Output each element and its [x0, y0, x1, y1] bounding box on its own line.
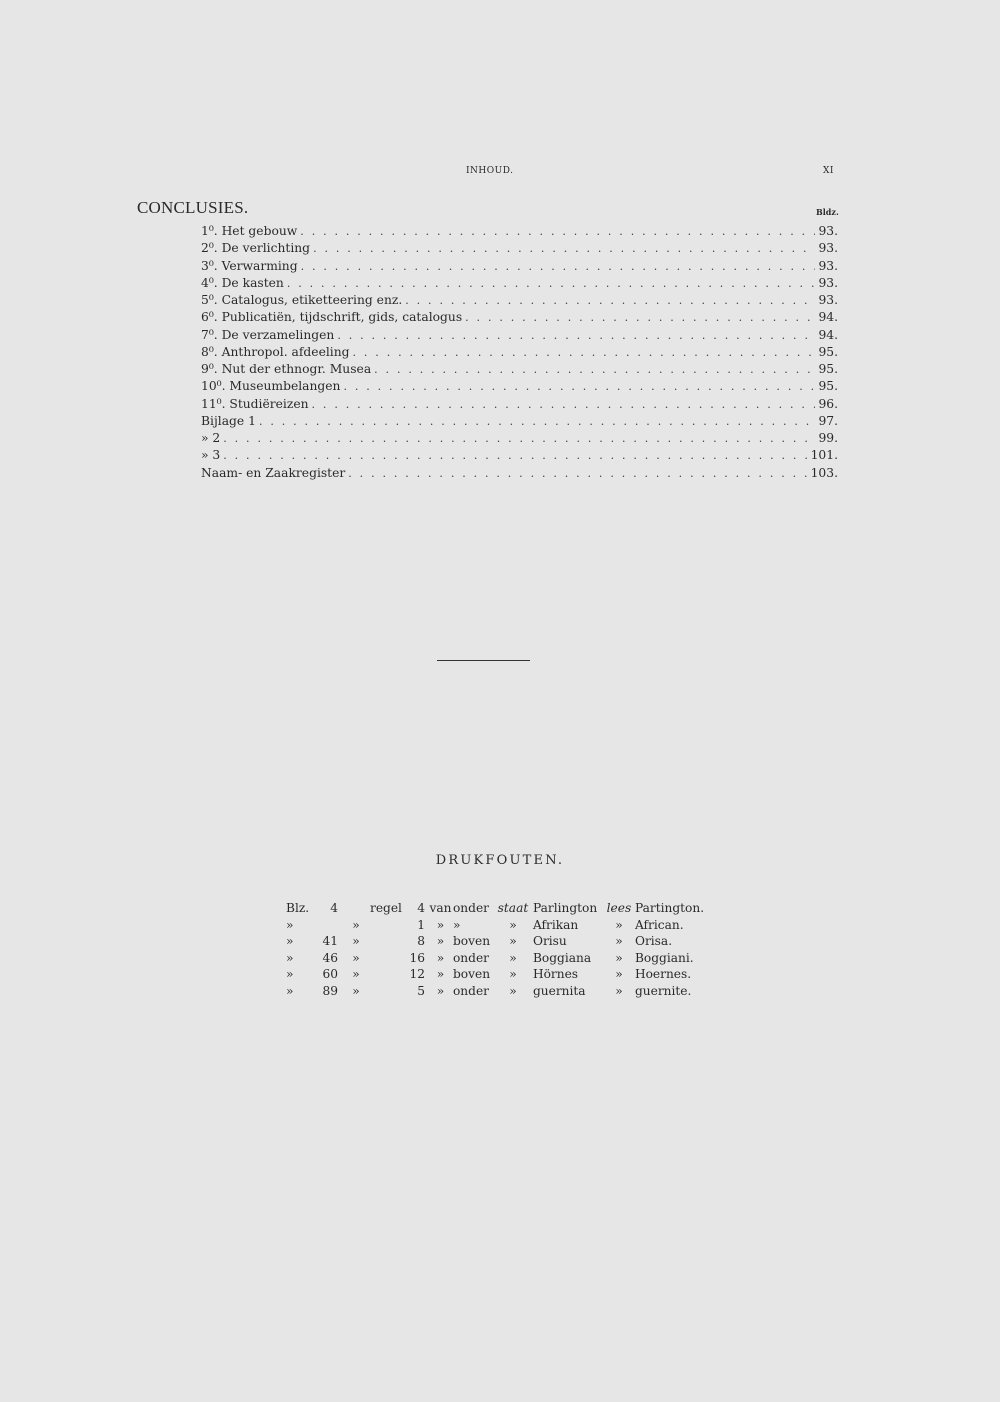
errata-position: boven: [452, 967, 491, 982]
toc-entry-label: 6⁰. Publicatiën, tijdschrift, gids, catalogus: [201, 310, 463, 325]
errata-correct-word: Partington.: [634, 901, 705, 915]
errata-regel: regel: [370, 901, 402, 915]
toc-entry-page: 93.: [818, 258, 838, 273]
toc-entry-page: 101.: [810, 448, 838, 463]
errata-blz: »: [286, 917, 294, 932]
toc-entry-label: 5⁰. Catalogus, etiketteering enz.: [201, 293, 403, 307]
errata-row: [286, 900, 704, 917]
errata-blz: »: [286, 950, 294, 965]
toc-entry-page: 95.: [818, 379, 838, 394]
errata-van: van: [429, 901, 452, 915]
dot-leader: [348, 465, 807, 482]
errata-wrong-word: Parlington: [532, 901, 598, 915]
dot-leader: [312, 396, 816, 413]
dot-leader: [465, 309, 815, 326]
errata-wrong-word: Afrikan: [532, 917, 579, 932]
toc-entry: [201, 465, 838, 482]
errata-wrong-word: guernita: [532, 983, 586, 998]
errata-ditto: »: [352, 983, 360, 998]
errata-staat: »: [509, 950, 517, 965]
errata-wrong-word: Boggiana: [532, 950, 592, 965]
dot-leader: [374, 361, 815, 378]
page-number: XI: [823, 166, 834, 176]
toc-entry: [201, 447, 838, 464]
errata-staat: »: [509, 934, 517, 949]
toc-entry: [201, 327, 838, 344]
errata-page: [316, 917, 342, 934]
errata-staat: staat: [497, 901, 529, 915]
errata-van: »: [436, 934, 445, 949]
toc-entry-page: 93.: [818, 275, 838, 290]
errata-page: 89: [322, 983, 338, 998]
errata-position: onder: [452, 901, 489, 915]
toc-entry: [201, 396, 838, 413]
toc-entry-label: 2⁰. De verlichting: [201, 241, 311, 256]
toc-entry-page: 94.: [818, 310, 838, 325]
toc-entry-page: 94.: [818, 327, 838, 342]
toc-entry-label: Bijlage 1: [201, 413, 256, 428]
errata-wrong-word: Hörnes: [532, 967, 579, 982]
toc-entry-label: 8⁰. Anthropol. afdeeling: [201, 344, 350, 359]
toc-entry-page: 95.: [818, 362, 838, 376]
toc-entry: [201, 223, 838, 240]
toc-entry-page: 93.: [818, 224, 838, 238]
toc-entry: [201, 292, 838, 309]
toc-entry: [201, 275, 838, 292]
errata-row: [286, 983, 704, 1000]
errata-van: »: [436, 950, 445, 965]
toc-entry: [201, 258, 838, 275]
toc-entry-label: 10⁰. Museumbelangen: [201, 379, 341, 394]
errata-regel: [370, 917, 402, 934]
errata-regel: [370, 983, 402, 1000]
dot-leader: [343, 378, 815, 395]
toc-entry-page: 97.: [818, 413, 838, 428]
errata-correct-word: Orisa.: [634, 934, 673, 949]
toc-entry-page: 95.: [818, 344, 838, 359]
errata-ditto: »: [352, 950, 360, 965]
dot-leader: [300, 223, 815, 240]
errata-row: [286, 933, 704, 950]
errata-page: 46: [322, 950, 338, 965]
toc-entry-page: 96.: [818, 396, 838, 411]
errata-blz: »: [286, 967, 294, 982]
errata-position: boven: [452, 934, 491, 949]
errata-lees: lees: [606, 901, 632, 915]
dot-leader: [337, 327, 815, 344]
toc-entry-page: 99.: [818, 431, 838, 445]
table-of-contents: [201, 223, 838, 482]
errata-row: [286, 966, 704, 983]
errata-regel: [370, 950, 402, 967]
toc-entry-label: 4⁰. De kasten: [201, 275, 284, 290]
toc-entry-page: 103.: [810, 465, 838, 480]
errata-van: »: [436, 983, 445, 998]
toc-entry: [201, 309, 838, 326]
errata-correct-word: Hoernes.: [634, 967, 692, 982]
toc-entry-page: 93.: [818, 241, 838, 256]
errata-correct-word: Boggiani.: [634, 950, 694, 965]
errata-staat: »: [509, 983, 517, 998]
errata-line: 16: [409, 950, 425, 965]
toc-entry-label: 3⁰. Verwarming: [201, 258, 298, 273]
errata-row: [286, 917, 704, 934]
errata-ditto: »: [352, 917, 360, 932]
dot-leader: [313, 240, 815, 257]
toc-entry: [201, 378, 838, 395]
errata-title: DRUKFOUTEN.: [435, 853, 565, 868]
errata-correct-word: guernite.: [634, 983, 692, 998]
dot-leader: [301, 258, 816, 275]
page-column-label: Bldz.: [816, 207, 839, 217]
dot-leader: [223, 430, 815, 447]
errata-correct-word: African.: [634, 917, 684, 932]
errata-ditto: »: [352, 967, 360, 982]
toc-entry-label: » 3: [201, 448, 221, 463]
toc-entry-label: 1⁰. Het gebouw: [201, 224, 298, 238]
errata-regel: [370, 966, 402, 983]
errata-line: 8: [417, 934, 425, 949]
errata-van: »: [436, 917, 445, 932]
toc-entry: [201, 240, 838, 257]
errata-lees: »: [615, 983, 623, 998]
errata-ditto: »: [352, 934, 360, 949]
errata-line: 12: [409, 967, 425, 982]
toc-entry: [201, 430, 838, 447]
errata-lees: »: [615, 917, 623, 932]
errata-line: 4: [417, 901, 425, 915]
errata-line: 1: [417, 917, 425, 932]
errata-van: »: [436, 967, 445, 982]
errata-regel: [370, 933, 402, 950]
errata-position: onder: [452, 950, 489, 965]
errata-position: onder: [452, 983, 489, 998]
running-head: [0, 166, 1000, 182]
toc-entry-page: 93.: [818, 293, 838, 307]
errata-blz: »: [286, 934, 294, 949]
errata-page: 60: [322, 967, 338, 982]
running-head-title: INHOUD.: [466, 166, 514, 176]
errata-blz: »: [286, 983, 294, 998]
errata-ditto: [342, 900, 370, 917]
errata-row: [286, 950, 704, 967]
errata-lees: »: [615, 934, 623, 949]
toc-entry-label: 9⁰. Nut der ethnogr. Musea: [201, 362, 372, 376]
errata-blz: Blz.: [286, 901, 310, 915]
toc-entry-label: » 2: [201, 431, 221, 445]
errata-page: 4: [330, 901, 338, 915]
errata-page: 41: [322, 934, 338, 949]
errata-wrong-word: Orisu: [532, 934, 567, 949]
toc-entry: [201, 361, 838, 378]
errata-lees: »: [615, 950, 623, 965]
errata-lees: »: [615, 967, 623, 982]
section-divider: [437, 660, 530, 661]
dot-leader: [287, 275, 816, 292]
errata-line: 5: [417, 983, 425, 998]
toc-entry-label: Naam- en Zaakregister: [201, 465, 346, 480]
toc-entry-label: 11⁰. Studiëreizen: [201, 396, 309, 411]
errata-staat: »: [509, 917, 517, 932]
toc-entry: [201, 413, 838, 430]
dot-leader: [259, 413, 816, 430]
dot-leader: [223, 447, 807, 464]
errata-position: »: [452, 917, 461, 932]
toc-entry-label: 7⁰. De verzamelingen: [201, 327, 335, 342]
dot-leader: [353, 344, 816, 361]
conclusies-heading: CONCLUSIES.: [137, 198, 249, 217]
errata-table: [286, 900, 704, 1000]
errata-staat: »: [509, 967, 517, 982]
toc-entry: [201, 344, 838, 361]
dot-leader: [405, 292, 815, 309]
